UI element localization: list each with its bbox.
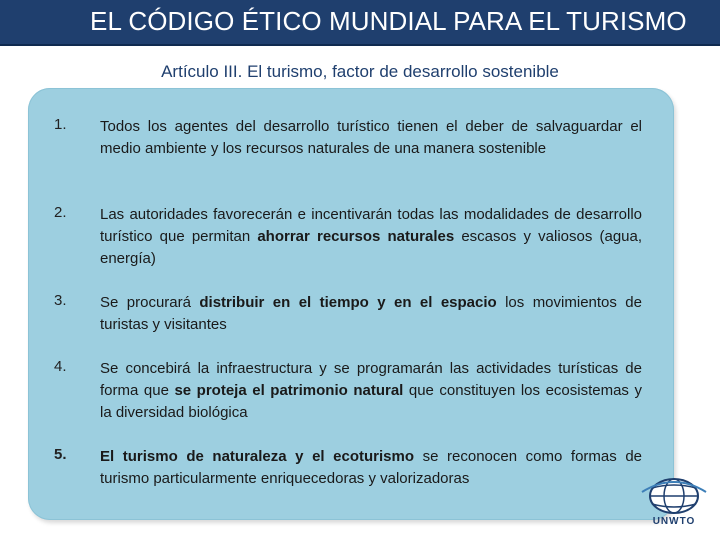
item-number: 2. xyxy=(54,204,67,221)
text-segment: se reconocen como formas de turismo particularmente enriquecedoras y valorizadoras xyxy=(100,448,642,487)
bold-segment: ahorrar recursos naturales xyxy=(257,228,455,245)
unwto-logo xyxy=(634,470,714,536)
item-text xyxy=(100,292,642,336)
content-panel xyxy=(28,88,674,520)
bold-segment: El turismo de naturaleza y el ecoturismo xyxy=(100,448,415,465)
text-segment: Se procurará xyxy=(100,294,200,311)
text-segment: Todos los agentes del desarrollo turístico tienen el deber de salvaguardar el medio ambiente y los recursos naturales de una manera sostenible xyxy=(100,118,642,157)
title-bar xyxy=(0,0,720,46)
unwto-label: UNWTO xyxy=(652,516,696,527)
item-text xyxy=(100,358,642,424)
item-number: 1. xyxy=(54,116,67,133)
page-title: EL CÓDIGO ÉTICO MUNDIAL PARA EL TURISMO xyxy=(90,6,687,36)
unwto-globe-icon xyxy=(634,470,714,516)
text-segment: Se concebirá la infraestructura y se programarán las actividades turísticas de forma que xyxy=(100,360,642,399)
article-subtitle: Artículo III. El turismo, factor de desarrollo sostenible xyxy=(161,62,559,81)
text-segment: escasos y valiosos (agua, energía) xyxy=(100,228,643,267)
bold-segment: distribuir en el tiempo y en el espacio xyxy=(199,294,497,311)
text-segment: Las autoridades favorecerán e incentivarán todas las modalidades de desarrollo turístico que permitan xyxy=(100,206,642,245)
item-number: 3. xyxy=(54,292,67,309)
item-number: 5. xyxy=(54,446,67,463)
item-text xyxy=(100,446,642,490)
item-text xyxy=(100,204,642,270)
text-segment: los movimientos de turistas y visitantes xyxy=(100,294,642,333)
text-segment: que constituyen los ecosistemas y la diversidad biológica xyxy=(100,382,642,421)
item-number: 4. xyxy=(54,358,67,375)
item-text xyxy=(100,116,642,160)
bold-segment: se proteja el patrimonio natural xyxy=(174,382,404,399)
